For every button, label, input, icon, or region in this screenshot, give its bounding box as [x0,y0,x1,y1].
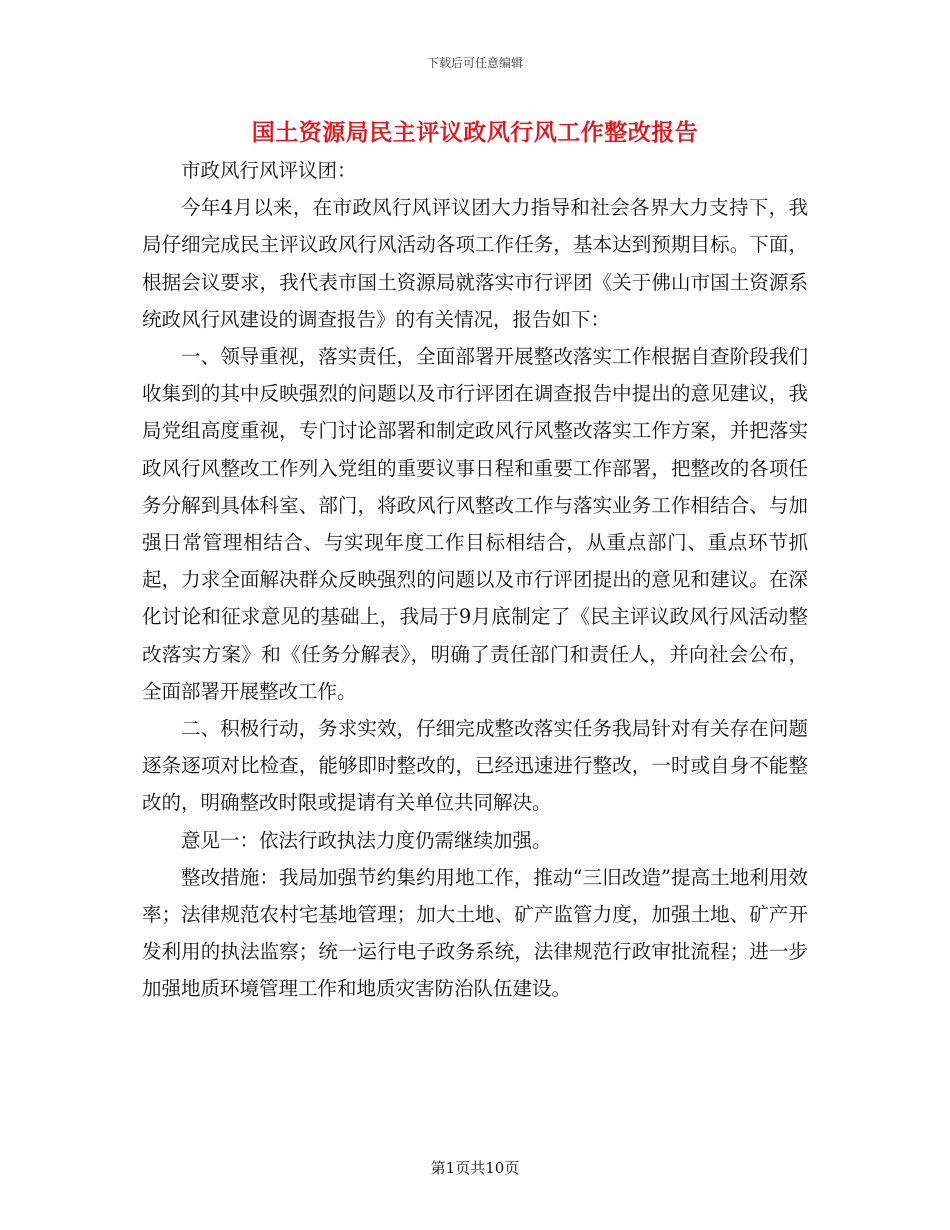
salutation-paragraph: 市政风行风评议团： [181,159,357,182]
intro-paragraph: 今年4月以来，在市政风行风评议团大力指导和社会各界大力支持下，我局仔细完成民主评议政风行风活动各项工作任务，基本达到预期目标。下面，根据会议要求，我代表市国土资源局就落实市行评团《关于佛山市国土资源系统政风行风建设的调查报告》的有关情况，报告如下： [142,196,808,331]
section-two-paragraph: 二、积极行动，务求实效，仔细完成整改落实任务我局针对有关存在问题逐条逐项对比检查，能够即时整改的，已经迅速进行整改，一时或自身不能整改的，明确整改时限或提请有关单位共同解决。 [142,717,808,815]
page-number-footer: 第1页共10页 [430,1159,520,1177]
document-body [142,152,808,1008]
page-header-note: 下载后可任意编辑 [426,56,523,70]
measures-paragraph: 整改措施：我局加强节约集约用地工作，推动“三旧改造”提高土地利用效率；法律规范农村宅基地管理；加大土地、矿产监管力度，加强土地、矿产开发利用的执法监察；统一运行电子政务系统，法律规范行政审批流程；进一步加强地质环境管理工作和地质灾害防治队伍建设。 [142,865,808,1001]
opinion-one-paragraph: 意见一：依法行政执法力度仍需继续加强。 [181,828,552,852]
section-one-paragraph: 一、领导重视，落实责任，全面部署开展整改落实工作根据自查阶段我们收集到的其中反映强烈的问题以及市行评团在调查报告中提出的意见建议，我局党组高度重视，专门讨论部署和制定政风行风整改落实工作方案，并把落实政风行风整改工作列入党组的重要议事日程和重要工作部署，把整改的各项任务分解到具体科室、部门，将政风行风整改工作与落实业务工作相结合、与加强日常管理相结合、与实现年度工作目标相结合，从重点部门、重点环节抓起，力求全面解决群众反映强烈的问题以及市行评团提出的意见和建议。在深化讨论和征求意见的基础上，我局于9月底制定了《民主评议政风行风活动整改落实方案》和《任务分解表》，明确了责任部门和责任人，并向社会公布，全面部署开展整改工作。 [142,345,808,703]
document-title: 国土资源局民主评议政风行风工作整改报告 [251,119,699,146]
